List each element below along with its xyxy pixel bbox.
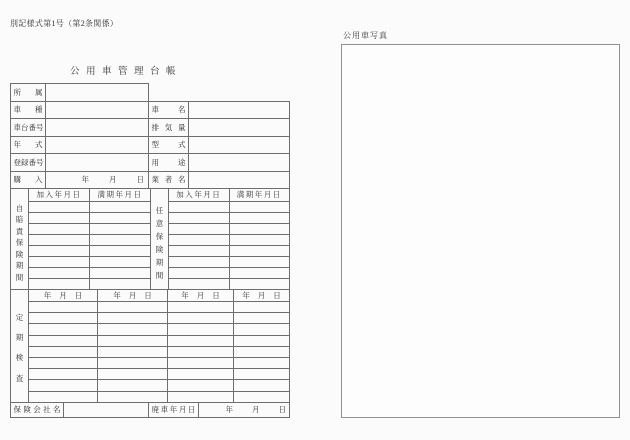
voluntary-joined-cell [169, 235, 230, 246]
affiliation-label-cell [11, 84, 46, 102]
insurance-data-row [11, 268, 290, 279]
vendor-label [149, 176, 188, 184]
inspection-date-cell [29, 380, 98, 391]
decorative [11, 84, 290, 189]
voluntary-joined-cell [169, 268, 230, 279]
decorative [11, 189, 290, 290]
inspection-date-cell [29, 346, 98, 357]
form-cell [149, 154, 189, 172]
char: 式 [178, 140, 186, 149]
vehicle-type-label [11, 106, 45, 114]
compulsory-expiry-cell [90, 224, 151, 235]
inspection-date-cell [98, 335, 168, 346]
char: 保 [155, 231, 164, 241]
disposal-date-format [199, 406, 289, 414]
voluntary-joined-cell [169, 213, 230, 224]
char: 号 [36, 122, 44, 132]
inspection-date-cell [168, 302, 234, 313]
model-year-row [11, 136, 290, 154]
voluntary-joined-cell [169, 224, 230, 235]
inspection-date-cell [29, 302, 98, 313]
footer-row [11, 402, 290, 418]
inspection-date-cell [98, 324, 168, 335]
basic-info-table [10, 83, 290, 189]
char: 年 [113, 290, 121, 300]
affiliation-label [11, 89, 45, 97]
char: 途 [178, 157, 186, 167]
char: 車 [151, 105, 159, 114]
char: 月 [59, 290, 67, 300]
registration-row [11, 154, 290, 172]
char: 台 [21, 122, 29, 132]
char: 保 [15, 238, 24, 248]
char: 定 [15, 312, 24, 322]
compulsory-expiry-cell [90, 235, 151, 246]
form-cell [98, 290, 168, 302]
char: 会 [33, 405, 41, 415]
char: 月 [109, 175, 117, 184]
char: 日 [188, 405, 196, 415]
voluntary-joined-cell [169, 279, 230, 290]
char: 車 [13, 122, 21, 132]
inspection-date-cell [234, 357, 290, 368]
char: 保 [13, 405, 21, 415]
inspection-data-row [11, 302, 290, 313]
inspection-data-row [11, 380, 290, 391]
compulsory-expiry-cell [90, 268, 151, 279]
inspection-date-cell [29, 324, 98, 335]
form-cell [234, 290, 290, 302]
inspection-date-cell [29, 357, 98, 368]
char: 量 [178, 122, 186, 132]
compulsory-expiry-header: 満期年月日 [90, 189, 151, 202]
vendor-value-cell [189, 171, 290, 189]
char: 車 [160, 405, 169, 415]
char: 年 [181, 290, 189, 300]
insurance-data-row [11, 213, 290, 224]
form-note: 別記様式第1号（第2条関係） [10, 19, 119, 28]
usage-value-cell [189, 154, 290, 172]
form-cell [149, 101, 189, 119]
voluntary-insurance-label-cell [151, 189, 169, 290]
char: 年 [43, 290, 52, 300]
compulsory-joined-cell [29, 202, 90, 213]
char: 社 [43, 405, 51, 415]
char: 日 [212, 290, 220, 300]
periodic-inspection-table [10, 289, 290, 403]
char: 険 [23, 405, 31, 415]
compulsory-expiry-cell [90, 257, 151, 268]
compulsory-expiry-cell [90, 213, 151, 224]
form-cell [199, 402, 290, 418]
compulsory-joined-cell [29, 224, 90, 235]
compulsory-joined-cell [29, 213, 90, 224]
char: 用 [151, 157, 159, 167]
inspection-date-cell [168, 380, 234, 391]
voluntary-expiry-header: 満期年月日 [229, 189, 290, 202]
char: 種 [35, 105, 43, 114]
inspection-date-header-2 [98, 292, 167, 300]
affiliation-value-cell [46, 84, 149, 102]
form-cell [11, 136, 46, 154]
compulsory-expiry-cell [90, 279, 151, 290]
affiliation-row [11, 84, 290, 102]
char: 入 [35, 175, 43, 184]
char: 属 [35, 87, 43, 97]
char: 間 [15, 272, 24, 282]
compulsory-insurance-label-cell [11, 189, 29, 290]
vehicle-type-value-cell [46, 101, 149, 119]
char: 者 [164, 175, 173, 184]
model-year-label [11, 141, 45, 149]
chassis-number-label [11, 124, 45, 132]
voluntary-insurance-label [151, 201, 168, 285]
inspection-date-cell [29, 391, 98, 402]
char: 日 [278, 405, 286, 415]
char: 車 [13, 105, 21, 114]
displacement-label [149, 124, 188, 132]
compulsory-insurance-label [11, 201, 28, 285]
char: 番 [28, 122, 36, 132]
inspection-date-header-3 [168, 292, 233, 300]
inspection-date-cell [168, 357, 234, 368]
char: 年 [13, 140, 21, 149]
char: 責 [15, 226, 24, 236]
inspection-date-cell [29, 369, 98, 380]
voluntary-expiry-cell [229, 257, 290, 268]
form-cell [149, 402, 199, 418]
inspection-date-cell [98, 357, 168, 368]
decorative [11, 290, 290, 403]
displacement-value-cell [189, 119, 290, 137]
inspection-date-cell [29, 313, 98, 324]
insurance-period-table [10, 188, 290, 290]
compulsory-joined-cell [29, 268, 90, 279]
compulsory-joined-header: 加入年月日 [29, 189, 90, 202]
char: 年 [169, 405, 178, 415]
inspection-header-row [11, 290, 290, 302]
inspection-date-cell [234, 313, 290, 324]
inspection-date-cell [168, 391, 234, 402]
form-cell [149, 171, 189, 189]
voluntary-expiry-cell [229, 246, 290, 257]
char: 年 [242, 290, 250, 300]
char: 月 [257, 290, 266, 300]
char: 年 [225, 405, 233, 415]
char: 険 [155, 244, 164, 254]
insurance-data-row [11, 279, 290, 290]
insurance-data-row [11, 246, 290, 257]
page-title: 公用車管理台帳 [70, 67, 183, 77]
compulsory-expiry-cell [90, 246, 151, 257]
char: 任 [155, 205, 164, 215]
voluntary-joined-cell [169, 202, 230, 213]
char: 日 [74, 290, 83, 300]
char: 名 [178, 105, 186, 114]
char: 型 [151, 140, 159, 149]
model-code-label [149, 141, 188, 149]
footer-table [10, 402, 290, 419]
inspection-date-cell [29, 335, 98, 346]
char: 期 [155, 257, 164, 267]
inspection-date-cell [98, 391, 168, 402]
char: 査 [15, 373, 24, 383]
inspection-date-cell [234, 335, 290, 346]
inspection-date-cell [234, 391, 290, 402]
model-code-value-cell [189, 136, 290, 154]
char: 月 [178, 405, 187, 415]
compulsory-joined-cell [29, 279, 90, 290]
voluntary-expiry-cell [229, 268, 290, 279]
inspection-date-cell [234, 369, 290, 380]
char: 月 [196, 290, 205, 300]
voluntary-expiry-cell [229, 279, 290, 290]
char: 録 [21, 157, 29, 167]
inspection-data-row [11, 335, 290, 346]
char: 意 [155, 218, 164, 228]
voluntary-joined-header: 加入年月日 [169, 189, 230, 202]
inspection-date-cell [168, 335, 234, 346]
char: 番 [28, 157, 36, 167]
inspection-data-row [11, 324, 290, 335]
inspection-data-row [11, 369, 290, 380]
char: 排 [151, 122, 159, 132]
char: 廃 [151, 405, 159, 415]
inspection-data-row [11, 313, 290, 324]
inspection-date-cell [234, 324, 290, 335]
char: 業 [151, 175, 159, 184]
insurance-header-row [11, 189, 290, 202]
insurance-data-row [11, 235, 290, 246]
form-cell [29, 290, 98, 302]
form-cell [11, 171, 46, 189]
inspection-label-cell [11, 290, 29, 403]
char: 期 [15, 261, 24, 271]
inspection-date-header-1 [29, 292, 97, 300]
voluntary-joined-cell [169, 257, 230, 268]
char: 所 [13, 87, 21, 97]
vehicle-photo-area [341, 44, 620, 418]
chassis-row [11, 119, 290, 137]
usage-label [149, 159, 188, 167]
form-cell [149, 136, 189, 154]
decorative [11, 402, 290, 418]
purchase-date-format [46, 176, 148, 184]
inspection-date-cell [234, 380, 290, 391]
inspection-date-cell [168, 313, 234, 324]
registration-number-label [11, 159, 45, 167]
char: 月 [252, 405, 260, 415]
inspection-date-header-4 [234, 292, 289, 300]
char: 自 [15, 203, 24, 213]
compulsory-joined-cell [29, 257, 90, 268]
vehicle-name-value-cell [189, 101, 290, 119]
purchase-label [11, 176, 45, 184]
chassis-number-value-cell [46, 119, 149, 137]
voluntary-expiry-cell [229, 202, 290, 213]
char: 式 [35, 140, 43, 149]
voluntary-expiry-cell [229, 224, 290, 235]
registration-number-value-cell [46, 154, 149, 172]
vehicle-name-label [149, 106, 188, 114]
disposal-date-label [149, 406, 198, 414]
form-cell [168, 290, 234, 302]
char: 名 [53, 405, 61, 415]
char: 名 [178, 175, 186, 184]
insurance-company-value-cell [64, 402, 149, 418]
insurance-data-row [11, 202, 290, 213]
char: 日 [273, 290, 281, 300]
inspection-data-row [11, 391, 290, 402]
vehicle-ledger-form [10, 83, 291, 418]
blank-area [149, 84, 290, 102]
voluntary-expiry-cell [229, 213, 290, 224]
voluntary-joined-cell [169, 246, 230, 257]
form-cell [11, 154, 46, 172]
voluntary-expiry-cell [229, 235, 290, 246]
insurance-company-label [11, 406, 63, 414]
periodic-inspection-label [11, 301, 28, 395]
compulsory-expiry-cell [90, 202, 151, 213]
compulsory-joined-cell [29, 246, 90, 257]
inspection-data-row [11, 346, 290, 357]
char: 年 [81, 175, 89, 184]
model-year-value-cell [46, 136, 149, 154]
char: 購 [13, 175, 21, 184]
char: 期 [15, 333, 24, 343]
char: 月 [128, 290, 137, 300]
form-cell [149, 119, 189, 137]
inspection-date-cell [168, 324, 234, 335]
inspection-date-cell [234, 302, 290, 313]
char: 登 [13, 157, 21, 167]
inspection-date-cell [98, 380, 168, 391]
inspection-date-cell [98, 302, 168, 313]
compulsory-joined-cell [29, 235, 90, 246]
inspection-date-cell [168, 346, 234, 357]
inspection-date-cell [98, 346, 168, 357]
char: 賠 [15, 215, 24, 225]
inspection-date-cell [168, 369, 234, 380]
form-cell [11, 119, 46, 137]
inspection-date-cell [98, 369, 168, 380]
form-cell [11, 101, 46, 119]
insurance-data-row [11, 257, 290, 268]
char: 日 [144, 290, 152, 300]
inspection-date-cell [234, 346, 290, 357]
vehicle-type-row [11, 101, 290, 119]
char: 気 [164, 122, 173, 132]
insurance-data-row [11, 224, 290, 235]
inspection-data-row [11, 357, 290, 368]
inspection-date-cell [98, 313, 168, 324]
char: 号 [36, 157, 44, 167]
purchase-row [11, 171, 290, 189]
photo-caption: 公用車写真 [343, 31, 388, 40]
char: 検 [15, 353, 24, 363]
char: 険 [15, 249, 24, 259]
char: 間 [155, 270, 164, 280]
form-cell [11, 402, 64, 418]
char: 日 [136, 175, 144, 184]
form-cell [46, 171, 149, 189]
